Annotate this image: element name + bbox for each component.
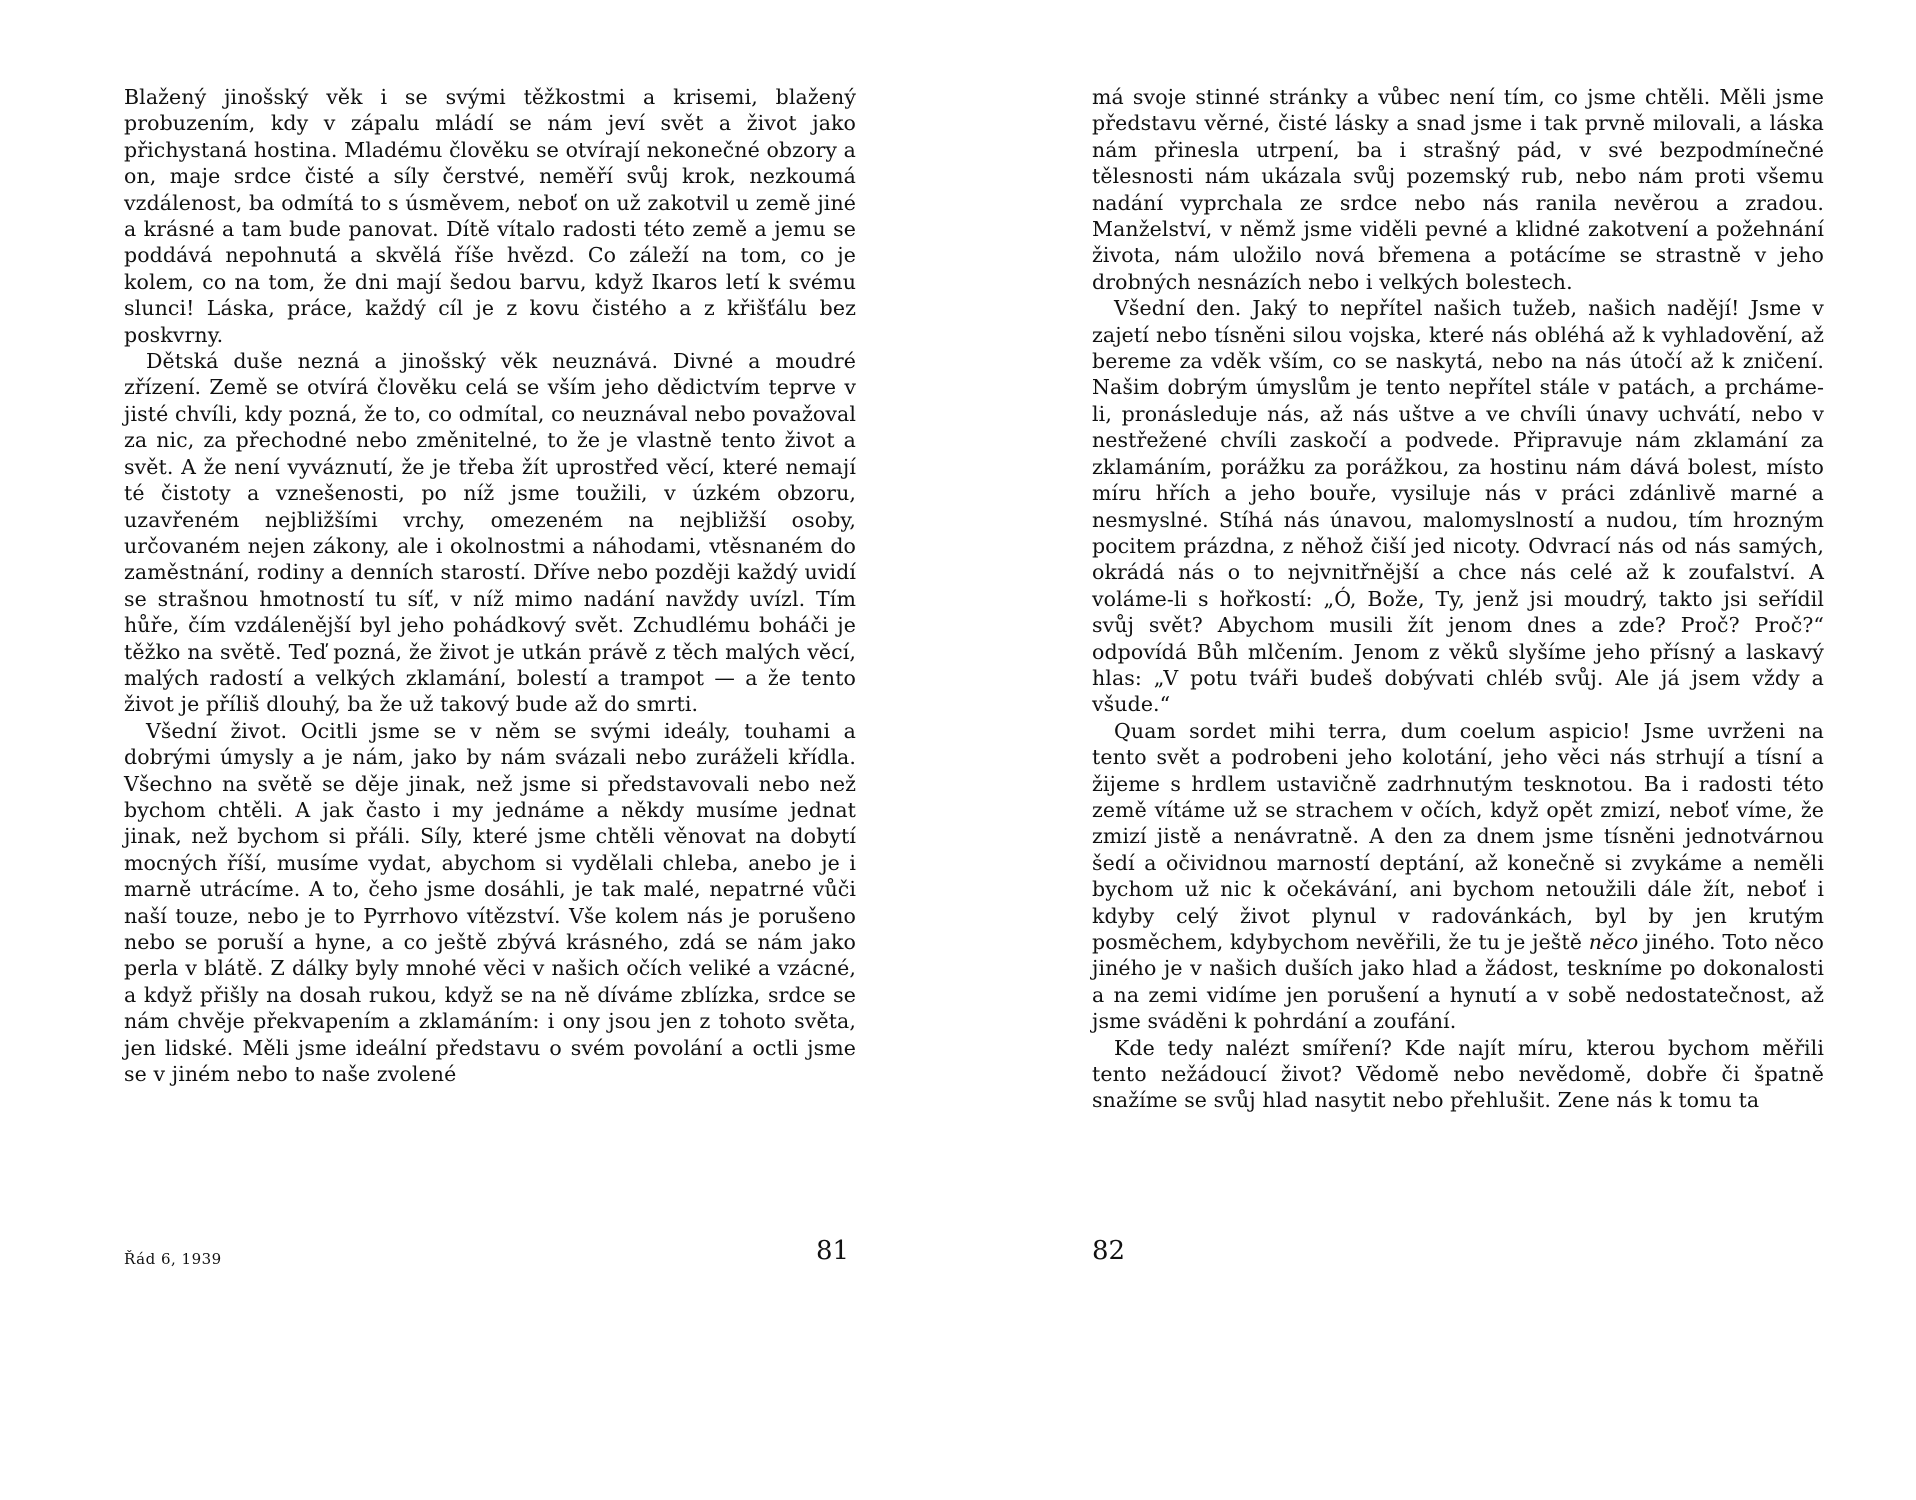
paragraph: Blažený jinošský věk i se svými těžkostmi a krisemi, blažený probuzením, kdy v zápalu mládí se nám jeví svět a život jako přichystaná hostina. Mladému člověku se otvírají nekonečné obzory a on, maje srdce čisté a síly čerstvé, neměří svůj krok, nezkoumá vzdálenost, ba odmítá to s úsměvem, neboť on už zakotvil u země jiné a krásné a tam bude panovat. Dítě vítalo radosti této země a jemu se poddává nepohnutá a skvělá říše hvězd. Co záleží na tom, co je kolem, co na tom, že dni mají šedou barvu, když Ikaros letí k svému slunci! Láska, práce, každý cíl je z kovu čistého a z křišťálu bez poskvrny. <box>124 85 856 347</box>
emphasized-word: něco <box>1588 930 1639 954</box>
paragraph: Všední život. Ocitli jsme se v něm se svými ideály, touhami a dobrými úmysly a je nám, jako by nám svázali nebo zuráželi křídla. Všechno na světě se děje jinak, než jsme si představovali nebo než bychom chtěli. A jak často i my jednáme a někdy musíme jednat jinak, než bychom si přáli. Síly, které jsme chtěli věnovat na dobytí mocných říší, musíme vydat, abychom si vydělali chleba, anebo je i marně utrácíme. A to, čeho jsme dosáhli, je tak malé, nepatrné vůči naší touze, nebo je to Pyrrhovo vítězství. Vše kolem nás je porušeno nebo se poruší a hyne, a co ještě zbývá krásného, zdá se nám jako perla v blátě. Z dálky byly mnohé věci v našich očích veliké a vzácné, a když přišly na dosah rukou, když se na ně díváme zblízka, srdce se nám chvěje překvapením a zklamáním: i ony jsou jen z tohoto světa, jen lidské. Měli jsme ideální představu o svém povolání a octli jsme se v jiném nebo to naše zvolené <box>124 718 856 1087</box>
paragraph <box>1092 718 1824 1035</box>
paragraph-text: Quam sordet mihi terra, dum coelum aspicio! Jsme uvrženi na tento svět a podrobeni jeho kolotání, jeho věci nás strhují a tísní a žijeme s hrdlem ustavičně zadrhnutým tesknotou. Ba i radosti této země vítáme už se strachem v očích, když opět zmizí, neboť víme, že zmizí jistě a nenávratně. A den za dnem jsme tísněni jednotvárnou šedí a očividnou marností deptání, až konečně si zvykáme a neměli bychom už nic k očekávání, ani bychom netoužili dále žít, neboť i kdyby celý život plynul v radovánkách, byl by jen krutým posměchem, kdybychom nevěřili, že tu je ještě <box>1092 718 1824 954</box>
journal-footer: Řád 6, 1939 <box>124 1250 222 1268</box>
paragraph: Všední den. Jaký to nepřítel našich tužeb, našich nadějí! Jsme v zajetí nebo tísněni silou vojska, které nás obléhá až k vyhladovění, až bereme za vděk vším, co se naskytá, nebo na nás útočí až k zničení. Našim dobrým úmyslům je tento nepřítel stále v patách, a prcháme-li, pronásleduje nás, až nás uštve a ve chvíli únavy uchvátí, nebo v nestřežené chvíli zaskočí a podvede. Připravuje nám zklamání za zklamáním, porážku za porážkou, za hostinu nám dává bolest, místo míru hřích a jeho bouře, vysiluje nás v práci zdánlivě marné a nesmyslné. Stíhá nás únavou, malomyslností a nudou, tím hrozným pocitem prázdna, z něhož čiší jed nicoty. Odvrací nás od nás samých, okrádá nás o to nejvnitřnější a chce nás celé až k zoufalství. A voláme-li s hořkostí: „Ó, Bože, Ty, jenž jsi moudrý, takto jsi seřídil svůj svět? Abychom musili žít jenom dnes a zde? Proč? Proč?“ odpovídá Bůh mlčením. Jenom z věků slyšíme jeho přísný a laskavý hlas: „V potu tváři budeš dobývati chléb svůj. Ale já jsem vždy a všude.“ <box>1092 296 1824 717</box>
page-number: 81 <box>816 1236 850 1266</box>
paragraph: Kde tedy nalézt smíření? Kde najít míru, kterou bychom měřili tento nežádoucí život? Vědomě nebo nevědomě, dobře či špatně snažíme se svůj hlad nasytit nebo přehlušit. Zene nás k tomu ta <box>1092 1035 1824 1113</box>
paragraph: má svoje stinné stránky a vůbec není tím, co jsme chtěli. Měli jsme představu věrné, čisté lásky a snad jsme i tak prvně milovali, a láska nám přinesla utrpení, ba i strašný pád, v své bezpodmínečné tělesnosti nám ukázala svůj pozemský rub, nebo nám proti všemu nadání vyprchala ze srdce nebo nás ranila nevěrou a zradou. Manželství, v němž jsme viděli pevné a klidné zakotvení a požehnání života, nám uložilo nová břemena a potácíme se strastně v jeho drobných nesnázích nebo i velkých bolestech. <box>1092 85 1824 294</box>
right-page-text <box>1092 84 1824 1114</box>
page-number: 82 <box>1092 1236 1126 1266</box>
paragraph: Dětská duše nezná a jinošský věk neuznává. Divné a moudré zřízení. Země se otvírá člověku celá se vším jeho dědictvím teprve v jisté chvíli, kdy pozná, že to, co odmítal, co neuznával nebo považoval za nic, za přechodné nebo změnitelné, to že je vlastně tento život a svět. A že není vyváznutí, že je třeba žít uprostřed věcí, které nemají té čistoty a vznešenosti, po níž jsme toužili, v úzkém obzoru, uzavřeném nejbližšími vrchy, omezeném na nejbližší osoby, určovaném nejen zákony, ale i okolnostmi a náhodami, vtěsnaném do zaměstnání, rodiny a denních starostí. Dříve nebo později každý uvidí se strašnou hmotností tu síť, v níž mimo nadání navždy uvízl. Tím hůře, čím vzdálenější byl jeho pohádkový svět. Zchudlému boháči je těžko na světě. Teď pozná, že život je utkán právě z těch malých věcí, malých radostí a velkých zklamání, bolestí a trampot — a že tento život je příliš dlouhý, ba že už takový bude až do smrti. <box>124 349 856 717</box>
paragraph-text: jiného. Toto něco jiného je v našich duších jako hlad a žádost, teskníme po dokonalosti a na zemi vidíme jen porušení a hynutí a v sobě nedostatečnost, až jsme sváděni k pohrdání a zoufání. <box>1092 930 1824 1034</box>
left-page-text <box>124 84 856 1087</box>
right-page <box>958 0 1916 1500</box>
